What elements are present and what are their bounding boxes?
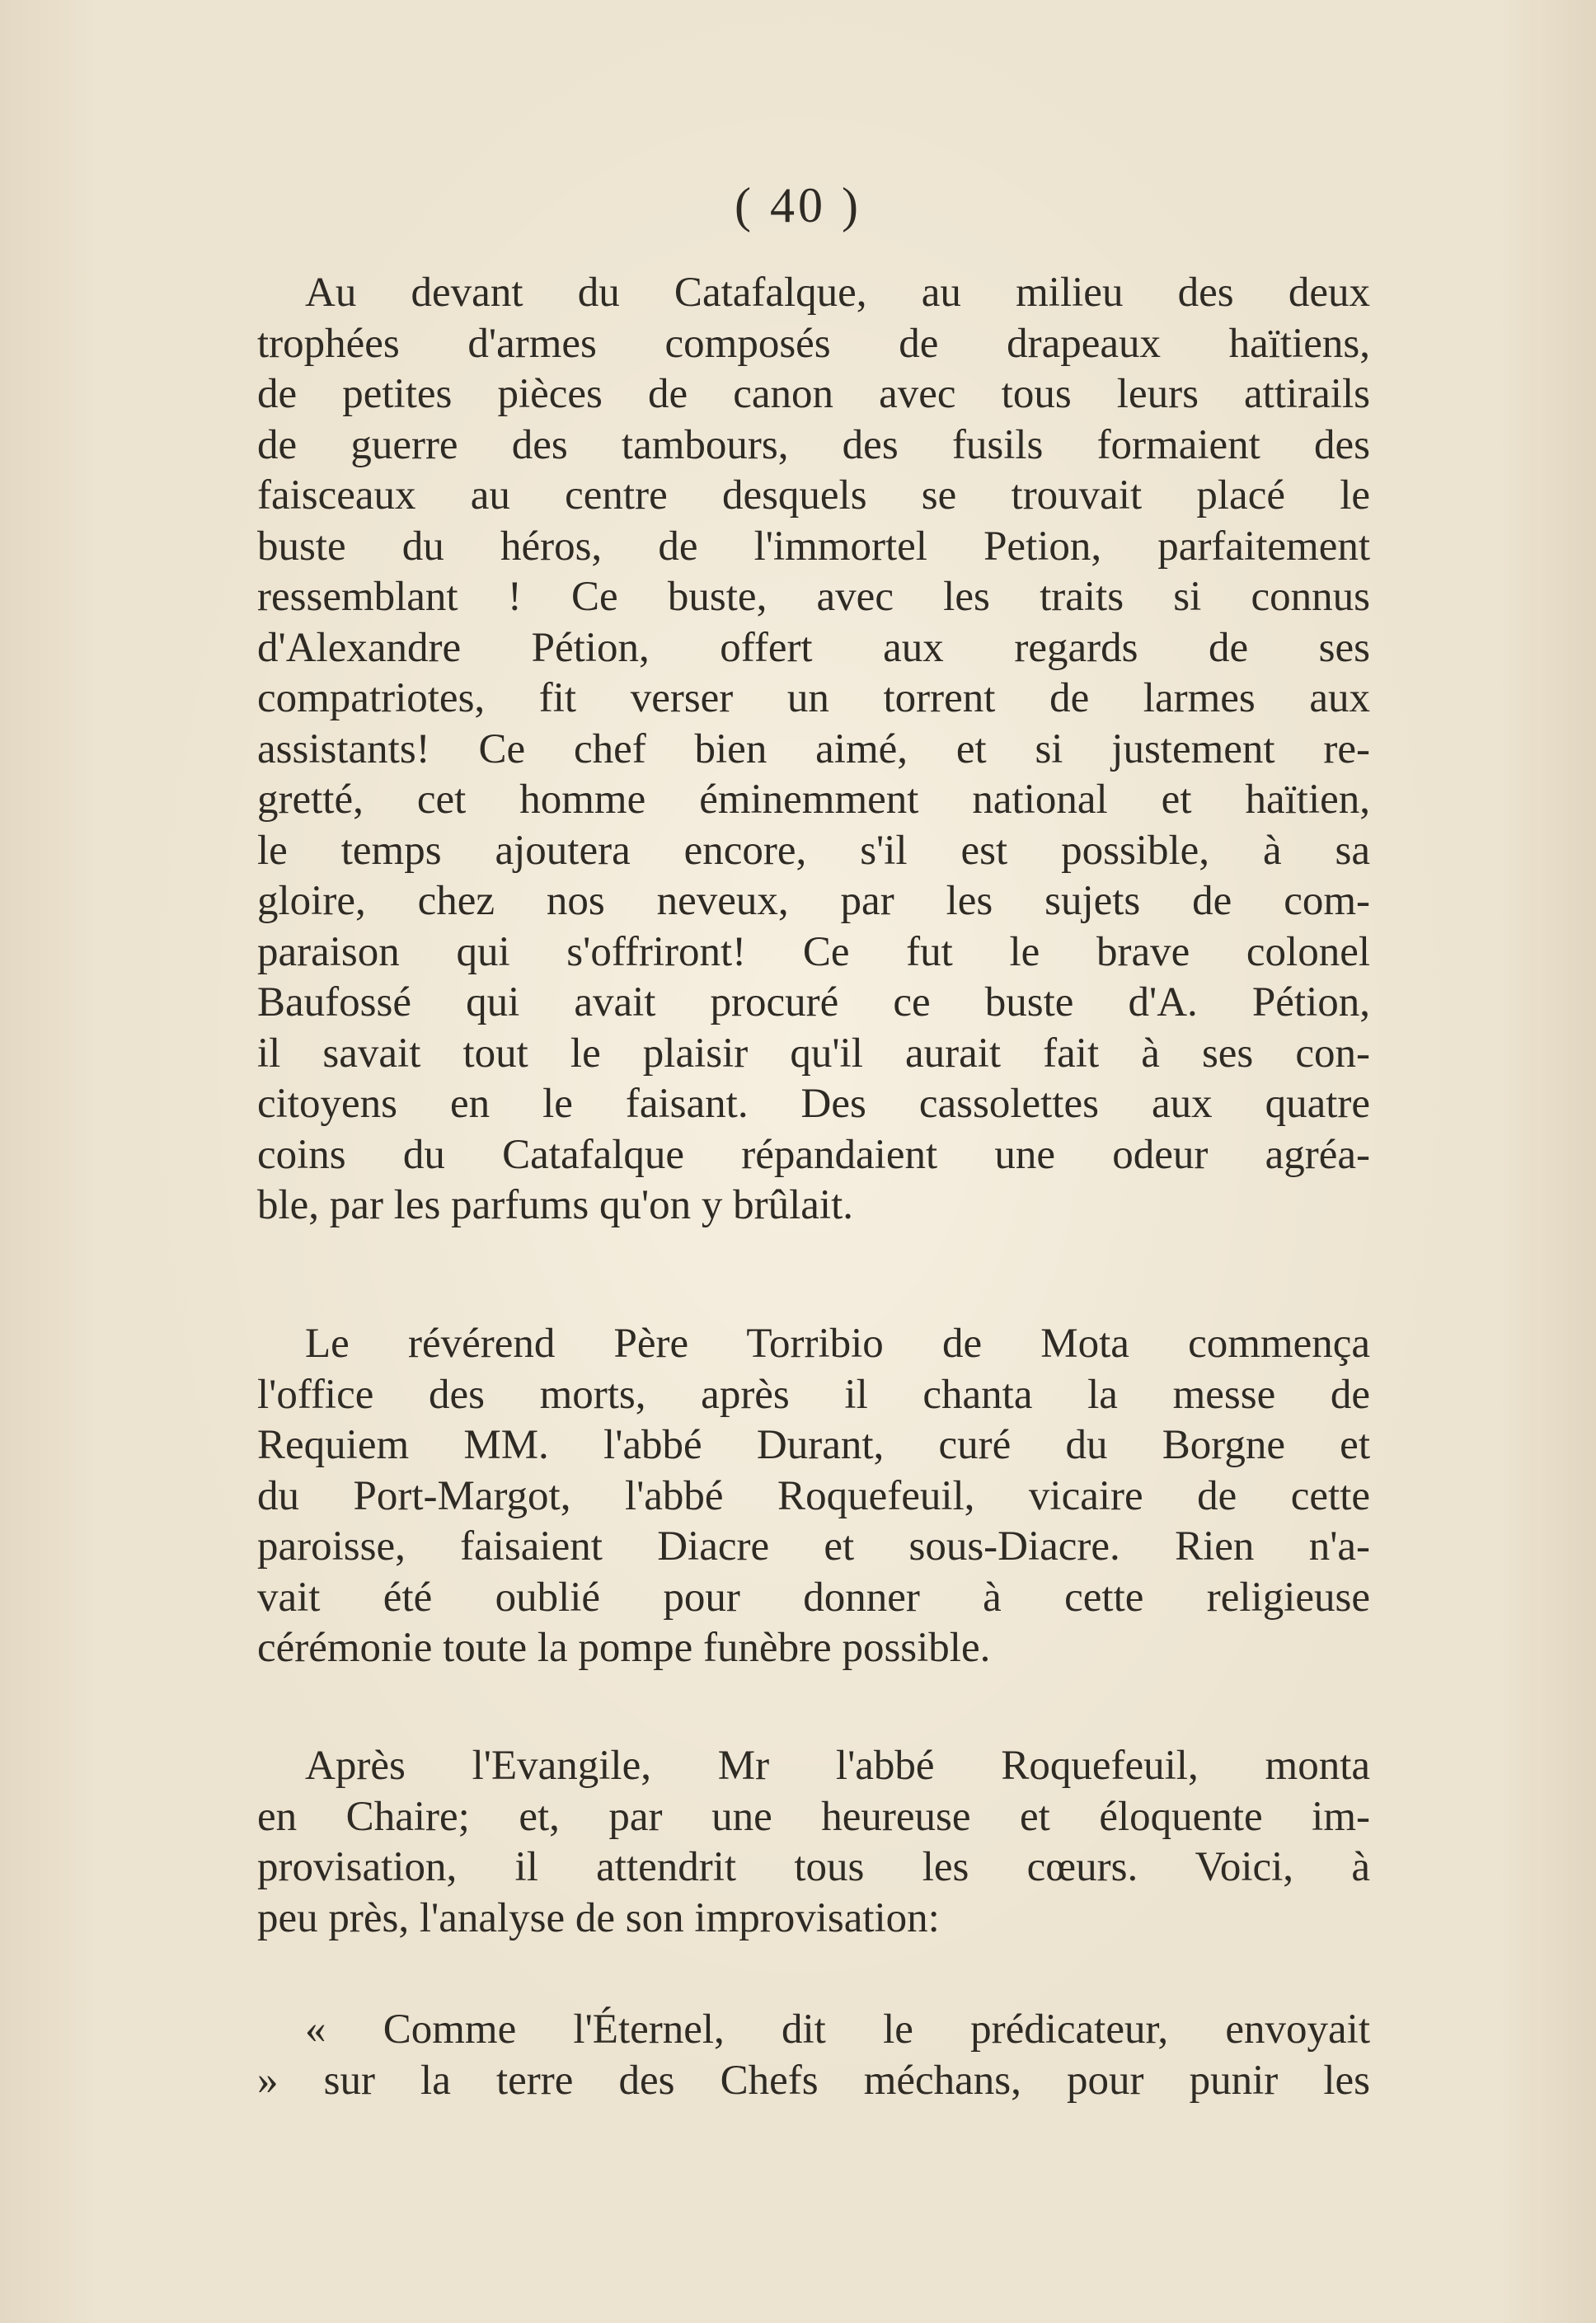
text-line: faisceaux au centre desquels se trouvait placé le	[257, 472, 1370, 519]
text-line: gloire, chez nos neveux, par les sujets de com-	[257, 878, 1370, 924]
paragraph-office	[257, 1319, 1370, 1674]
text-line: de guerre des tambours, des fusils formaient des	[257, 421, 1370, 468]
text-line: buste du héros, de l'immortel Petion, parfaitement	[257, 523, 1370, 570]
text-line: Requiem MM. l'abbé Durant, curé du Borgne et	[257, 1422, 1370, 1468]
text-line: ressemblant ! Ce buste, avec les traits si connus	[257, 574, 1370, 620]
text-line: Baufossé qui avait procuré ce buste d'A. Pétion,	[257, 979, 1370, 1025]
text-line: » sur la terre des Chefs méchans, pour punir les	[257, 2057, 1370, 2104]
text-line: Le révérend Père Torribio de Mota commença	[305, 1321, 1370, 1367]
text-line: « Comme l'Éternel, dit le prédicateur, envoyait	[305, 2006, 1370, 2053]
text-line: l'office des morts, après il chanta la messe de	[257, 1371, 1370, 1418]
text-line: en Chaire; et, par une heureuse et éloquente im-	[257, 1793, 1370, 1840]
paragraph-quotation	[257, 2005, 1370, 2106]
text-line: d'Alexandre Pétion, offert aux regards de ses	[257, 624, 1370, 671]
text-line: peu près, l'analyse de son improvisation:	[257, 1894, 940, 1941]
text-line: Après l'Evangile, Mr l'abbé Roquefeuil, monta	[305, 1743, 1370, 1789]
text-line: du Port-Margot, l'abbé Roquefeuil, vicaire de cette	[257, 1472, 1370, 1519]
paragraph-evangile	[257, 1741, 1370, 1944]
text-line: le temps ajoutera encore, s'il est possible, à sa	[257, 827, 1370, 874]
text-line: vait été oublié pour donner à cette religieuse	[257, 1574, 1370, 1621]
text-line: gretté, cet homme éminemment national et haïtien,	[257, 777, 1370, 823]
text-line: ble, par les parfums qu'on y brûlait.	[257, 1182, 854, 1228]
text-line: paroisse, faisaient Diacre et sous-Diacre. Rien n'a-	[257, 1523, 1370, 1570]
text-line: compatriotes, fit verser un torrent de larmes aux	[257, 675, 1370, 721]
text-line: cérémonie toute la pompe funèbre possible.	[257, 1625, 991, 1671]
text-line: de petites pièces de canon avec tous leurs attirails	[257, 371, 1370, 417]
text-line: coins du Catafalque répandaient une odeur agréa-	[257, 1131, 1370, 1178]
paragraph-catafalque	[257, 268, 1370, 1232]
text-line: trophées d'armes composés de drapeaux haïtiens,	[257, 320, 1370, 367]
page-number: ( 40 )	[735, 178, 861, 232]
text-line: paraison qui s'offriront! Ce fut le brave colonel	[257, 928, 1370, 975]
text-line: assistants! Ce chef bien aimé, et si justement re-	[257, 725, 1370, 772]
text-line: il savait tout le plaisir qu'il aurait fait à ses con-	[257, 1030, 1370, 1077]
text-line: Au devant du Catafalque, au milieu des deux	[305, 270, 1370, 316]
text-line: provisation, il attendrit tous les cœurs. Voici, à	[257, 1844, 1370, 1890]
text-line: citoyens en le faisant. Des cassolettes aux quatre	[257, 1081, 1370, 1127]
